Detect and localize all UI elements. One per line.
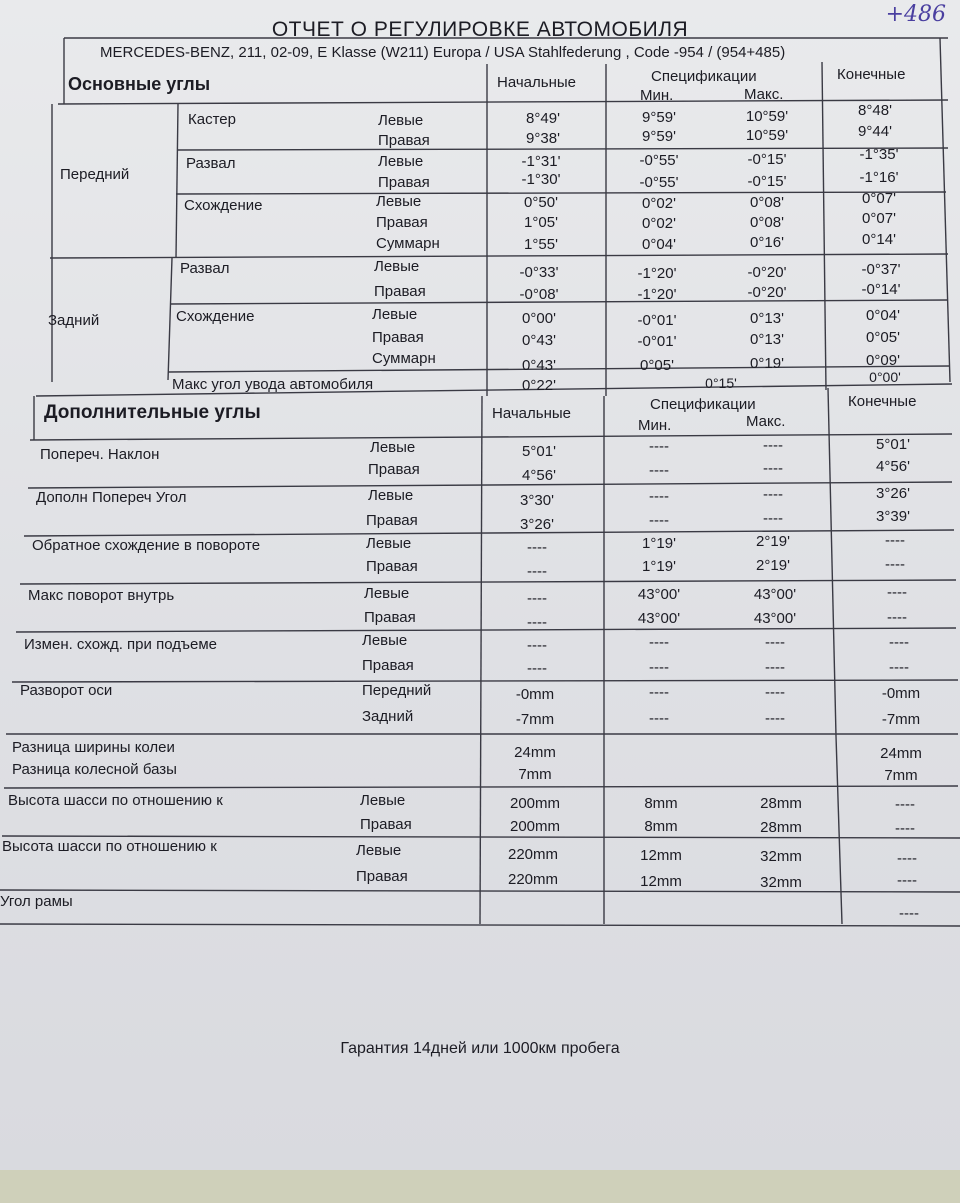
additional-initial-value: 3°30'	[520, 492, 554, 509]
additional-min-value: ----	[649, 438, 669, 455]
main-min-value: -0°01'	[637, 333, 677, 350]
additional-label: Разница ширины колеи	[12, 739, 175, 756]
additional-label: Дополн Попереч Угол	[36, 489, 187, 506]
additional-initial-value: ----	[527, 539, 547, 556]
main-side-label: Правая	[378, 132, 430, 149]
main-min-value: -1°20'	[637, 265, 677, 282]
additional-final-value: 3°26'	[876, 485, 910, 502]
additional-final-value: ----	[899, 905, 919, 922]
additional-side-label: Левые	[370, 439, 416, 456]
additional-min-value: ----	[649, 634, 669, 651]
additional-max-value: 28mm	[760, 795, 802, 812]
additional-final-value: ----	[895, 796, 915, 813]
main-min-value: 0°04'	[642, 236, 676, 253]
main-side-label: Суммарн	[372, 350, 436, 367]
main-min-value: -1°20'	[637, 286, 677, 303]
additional-label: Высота шасси по отношению к	[2, 838, 217, 855]
main-side-label: Левые	[372, 306, 418, 323]
additional-final-value: ----	[885, 532, 905, 549]
thrust-initial-value: 0°22'	[522, 377, 556, 394]
additional-initial-value: 7mm	[518, 766, 552, 783]
additional-max-value: ----	[763, 437, 783, 454]
additional-final-value: 7mm	[884, 767, 918, 784]
main-initial-value: 0°43'	[522, 357, 556, 374]
main-side-label: Левые	[378, 153, 424, 170]
additional-min-value: 12mm	[640, 847, 682, 864]
additional-min-value: ----	[649, 462, 669, 479]
additional-max-value: 2°19'	[756, 557, 790, 574]
additional-max-value: ----	[765, 634, 785, 651]
main-max-value: 10°59'	[745, 108, 789, 125]
main-min-value: -0°01'	[637, 312, 677, 329]
additional-side-label: Правая	[360, 816, 412, 833]
additional-max-value: ----	[765, 684, 785, 701]
main-group-label: Развал	[180, 260, 230, 277]
additional-final-value: ----	[887, 584, 907, 601]
additional-initial-value: 4°56'	[522, 467, 556, 484]
main-final-value: -0°37'	[861, 261, 901, 278]
additional-final-value: ----	[889, 634, 909, 651]
additional-max-value: 43°00'	[753, 586, 797, 603]
main-initial-value: 0°50'	[524, 194, 558, 211]
additional-final-value: ----	[887, 609, 907, 626]
additional-max-value: ----	[763, 460, 783, 477]
additional-max-value: ----	[763, 510, 783, 527]
additional-label: Разница колесной базы	[12, 761, 177, 778]
additional-min-value: 43°00'	[637, 610, 681, 627]
additional-max-value: 32mm	[760, 848, 802, 865]
main-initial-value: -0°08'	[519, 286, 559, 303]
thrust-final-value: 0°00'	[869, 369, 901, 385]
additional-side-label: Правая	[356, 868, 408, 885]
main-group-label: Развал	[186, 155, 236, 172]
additional-min-value: 1°19'	[642, 558, 676, 575]
additional-max-value: 28mm	[760, 819, 802, 836]
additional-angles-heading: Дополнительные углы	[44, 402, 261, 423]
additional-side-label: Левые	[364, 585, 410, 602]
main-side-label: Правая	[378, 174, 430, 191]
main-side-label: Левые	[374, 258, 420, 275]
main-max-value: 0°13'	[750, 331, 784, 348]
additional-min-value: ----	[649, 710, 669, 727]
additional-final-value: 24mm	[880, 745, 922, 762]
main-min-value: 0°05'	[640, 357, 674, 374]
thrust-angle-label: Макс угол увода автомобиля	[172, 376, 374, 393]
main-final-value: 9°44'	[858, 123, 892, 140]
additional-initial-value: ----	[527, 660, 547, 677]
additional-final-value: ----	[895, 820, 915, 837]
main-initial-header: Начальные	[497, 74, 576, 91]
additional-min-value: 8mm	[644, 795, 678, 812]
main-angles-heading: Основные углы	[68, 74, 211, 94]
main-max-value: 0°08'	[750, 214, 784, 231]
main-min-value: 0°02'	[642, 195, 676, 212]
additional-label: Измен. схожд. при подъеме	[24, 636, 218, 653]
additional-side-label: Левые	[368, 487, 414, 504]
additional-initial-header: Начальные	[492, 405, 571, 422]
main-max-value: 0°08'	[750, 194, 784, 211]
additional-max-value: 2°19'	[756, 533, 790, 550]
additional-final-value: ----	[889, 659, 909, 676]
additional-max-value: 32mm	[760, 874, 802, 891]
main-final-value: -1°35'	[859, 146, 899, 163]
additional-min-header: Мин.	[638, 417, 672, 434]
additional-initial-value: -0mm	[515, 686, 555, 703]
thrust-spec-value: 0°15'	[705, 375, 737, 391]
additional-initial-value: ----	[527, 614, 547, 631]
additional-initial-value: 3°26'	[520, 516, 554, 533]
additional-min-value: ----	[649, 512, 669, 529]
main-initial-value: 0°43'	[522, 332, 556, 349]
front-axle-label: Передний	[60, 166, 130, 183]
additional-label: Высота шасси по отношению к	[8, 792, 223, 809]
main-final-value: 0°04'	[866, 307, 900, 324]
additional-final-value: -7mm	[881, 711, 921, 728]
additional-min-value: ----	[649, 488, 669, 505]
main-side-label: Суммарн	[376, 235, 440, 252]
additional-side-label: Задний	[362, 708, 414, 725]
main-final-value: 0°07'	[862, 210, 896, 227]
additional-initial-value: 5°01'	[522, 443, 556, 460]
main-max-value: -0°20'	[747, 264, 787, 281]
additional-final-value: 5°01'	[876, 436, 910, 453]
additional-final-value: 4°56'	[876, 458, 910, 475]
vehicle-description: MERCEDES-BENZ, 211, 02-09, E Klasse (W211) Europa / USA Stahlfederung , Code -954 / (954+485)	[100, 44, 786, 61]
additional-min-value: 1°19'	[642, 535, 676, 552]
main-initial-value: -0°33'	[519, 264, 559, 281]
additional-final-header: Конечные	[848, 393, 917, 410]
main-min-value: 9°59'	[642, 128, 676, 145]
additional-max-value: ----	[765, 710, 785, 727]
additional-side-label: Левые	[366, 535, 412, 552]
main-final-value: 0°07'	[862, 190, 896, 207]
main-max-value: 0°13'	[750, 310, 784, 327]
additional-side-label: Передний	[362, 682, 432, 699]
main-final-value: 0°14'	[862, 231, 896, 248]
additional-label: Макс поворот внутрь	[28, 587, 175, 604]
main-final-value: -1°16'	[859, 169, 899, 186]
main-max-value: 0°16'	[750, 234, 784, 251]
main-final-value: 0°05'	[866, 329, 900, 346]
main-initial-value: -1°30'	[521, 171, 561, 188]
main-min-value: -0°55'	[639, 174, 679, 191]
main-initial-value: 1°55'	[524, 236, 558, 253]
additional-side-label: Правая	[366, 512, 418, 529]
main-final-header: Конечные	[837, 66, 906, 83]
main-group-label: Кастер	[188, 111, 236, 128]
additional-side-label: Правая	[368, 461, 420, 478]
main-side-label: Правая	[376, 214, 428, 231]
handwritten-note: +486	[885, 2, 946, 27]
main-group-label: Схождение	[176, 308, 255, 325]
rear-axle-label: Задний	[48, 312, 100, 329]
additional-initial-value: 200mm	[509, 795, 561, 812]
main-min-value: 0°02'	[642, 215, 676, 232]
main-initial-value: 1°05'	[524, 214, 558, 231]
additional-side-label: Левые	[356, 842, 402, 859]
additional-final-value: -0mm	[881, 685, 921, 702]
additional-initial-value: ----	[527, 590, 547, 607]
additional-max-value: 43°00'	[753, 610, 797, 627]
additional-initial-value: 200mm	[509, 818, 561, 835]
additional-initial-value: 220mm	[507, 871, 559, 888]
report-title: ОТЧЕТ О РЕГУЛИРОВКЕ АВТОМОБИЛЯ	[271, 18, 689, 41]
main-max-value: -0°15'	[747, 151, 787, 168]
additional-initial-value: -7mm	[515, 711, 555, 728]
main-max-value: 10°59'	[745, 127, 789, 144]
additional-label: Попереч. Наклон	[40, 446, 160, 463]
additional-label: Разворот оси	[20, 682, 113, 699]
additional-initial-value: ----	[527, 637, 547, 654]
additional-final-value: ----	[885, 556, 905, 573]
main-initial-value: 9°38'	[526, 130, 560, 147]
warranty-note: Гарантия 14дней или 1000км пробега	[340, 1040, 620, 1057]
main-side-label: Левые	[378, 112, 424, 129]
additional-final-value: ----	[897, 850, 917, 867]
additional-initial-value: 220mm	[507, 846, 559, 863]
additional-specs-header: Спецификации	[650, 396, 756, 413]
main-side-label: Правая	[372, 329, 424, 346]
main-min-value: 9°59'	[642, 109, 676, 126]
additional-initial-value: 24mm	[514, 744, 556, 761]
main-final-value: -0°14'	[861, 281, 901, 298]
additional-side-label: Правая	[366, 558, 418, 575]
main-final-value: 8°48'	[858, 102, 892, 119]
additional-min-value: 12mm	[640, 873, 682, 890]
main-specs-header: Спецификации	[651, 68, 757, 85]
main-side-label: Левые	[376, 193, 422, 210]
main-max-value: -0°15'	[747, 173, 787, 190]
additional-side-label: Правая	[362, 657, 414, 674]
additional-side-label: Левые	[360, 792, 406, 809]
additional-max-header: Макс.	[746, 413, 786, 430]
additional-min-value: 43°00'	[637, 586, 681, 603]
main-min-value: -0°55'	[639, 152, 679, 169]
additional-final-value: ----	[897, 872, 917, 889]
additional-min-value: 8mm	[644, 818, 678, 835]
main-initial-value: 0°00'	[522, 310, 556, 327]
main-max-header: Макс.	[744, 86, 784, 103]
additional-final-value: 3°39'	[876, 508, 910, 525]
main-group-label: Схождение	[184, 197, 263, 214]
main-min-header: Мин.	[640, 87, 674, 104]
additional-side-label: Левые	[362, 632, 408, 649]
additional-max-value: ----	[765, 659, 785, 676]
additional-min-value: ----	[649, 659, 669, 676]
main-initial-value: -1°31'	[521, 153, 561, 170]
main-side-label: Правая	[374, 283, 426, 300]
additional-label: Угол рамы	[0, 893, 73, 910]
main-initial-value: 8°49'	[526, 110, 560, 127]
additional-max-value: ----	[763, 486, 783, 503]
main-max-value: 0°19'	[750, 355, 784, 372]
additional-initial-value: ----	[527, 563, 547, 580]
additional-min-value: ----	[649, 684, 669, 701]
additional-label: Обратное схождение в повороте	[32, 537, 261, 554]
main-max-value: -0°20'	[747, 284, 787, 301]
main-final-value: 0°09'	[866, 352, 900, 369]
additional-side-label: Правая	[364, 609, 416, 626]
